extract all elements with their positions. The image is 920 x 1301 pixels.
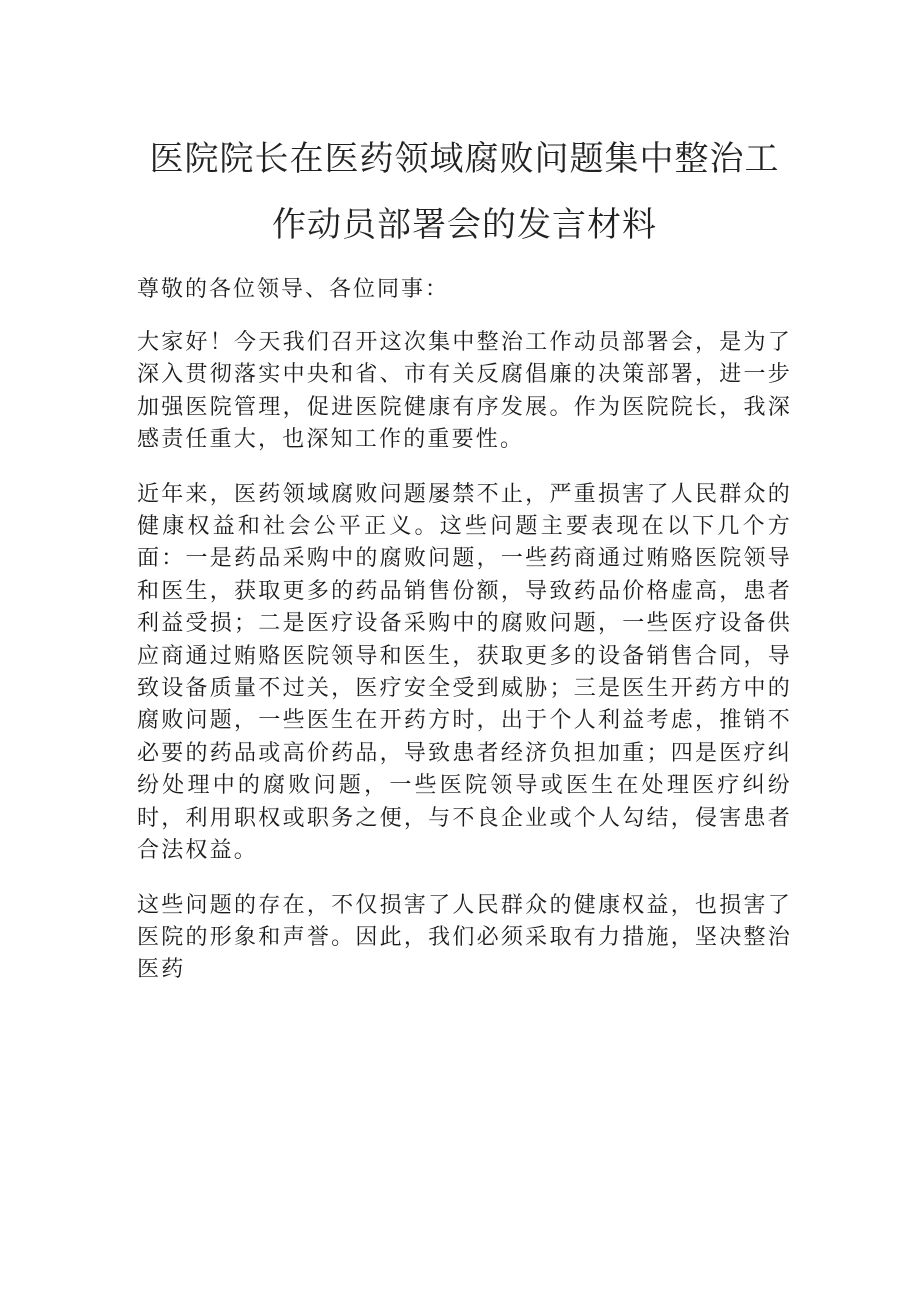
document-title	[137, 126, 792, 258]
paragraph-problems: 近年来，医药领域腐败问题屡禁不止，严重损害了人民群众的健康权益和社会公平正义。这些问题主要表现在以下几个方面：一是药品采购中的腐败问题，一些药商通过贿赂医院领导和医生，获取更多的药品销售份额，导致药品价格虚高，患者利益受损；二是医疗设备采购中的腐败问题，一些医疗设备供应商通过贿赂医院领导和医生，获取更多的设备销售合同，导致设备质量不过关，医疗安全受到威胁；三是医生开药方中的腐败问题，一些医生在开药方时，出于个人利益考虑，推销不必要的药品或高价药品，导致患者经济负担加重；四是医疗纠纷处理中的腐败问题，一些医院领导或医生在处理医疗纠纷时，利用职权或职务之便，与不良企业或个人勾结，侵害患者合法权益。	[137, 481, 792, 864]
paragraph-consequences: 这些问题的存在，不仅损害了人民群众的健康权益，也损害了医院的形象和声誉。因此，我们必须采取有力措施，坚决整治医药	[137, 892, 792, 983]
title-line-2: 作动员部署会的发言材料	[272, 205, 657, 245]
salutation: 尊敬的各位领导、各位同事：	[137, 277, 450, 302]
paragraph-opening: 大家好！今天我们召开这次集中整治工作动员部署会，是为了深入贯彻落实中央和省、市有关反腐倡廉的决策部署，进一步加强医院管理，促进医院健康有序发展。作为医院院长，我深感责任重大，也深知工作的重要性。	[137, 330, 792, 453]
title-line-1: 医院院长在医药领域腐败问题集中整治工	[149, 139, 780, 179]
